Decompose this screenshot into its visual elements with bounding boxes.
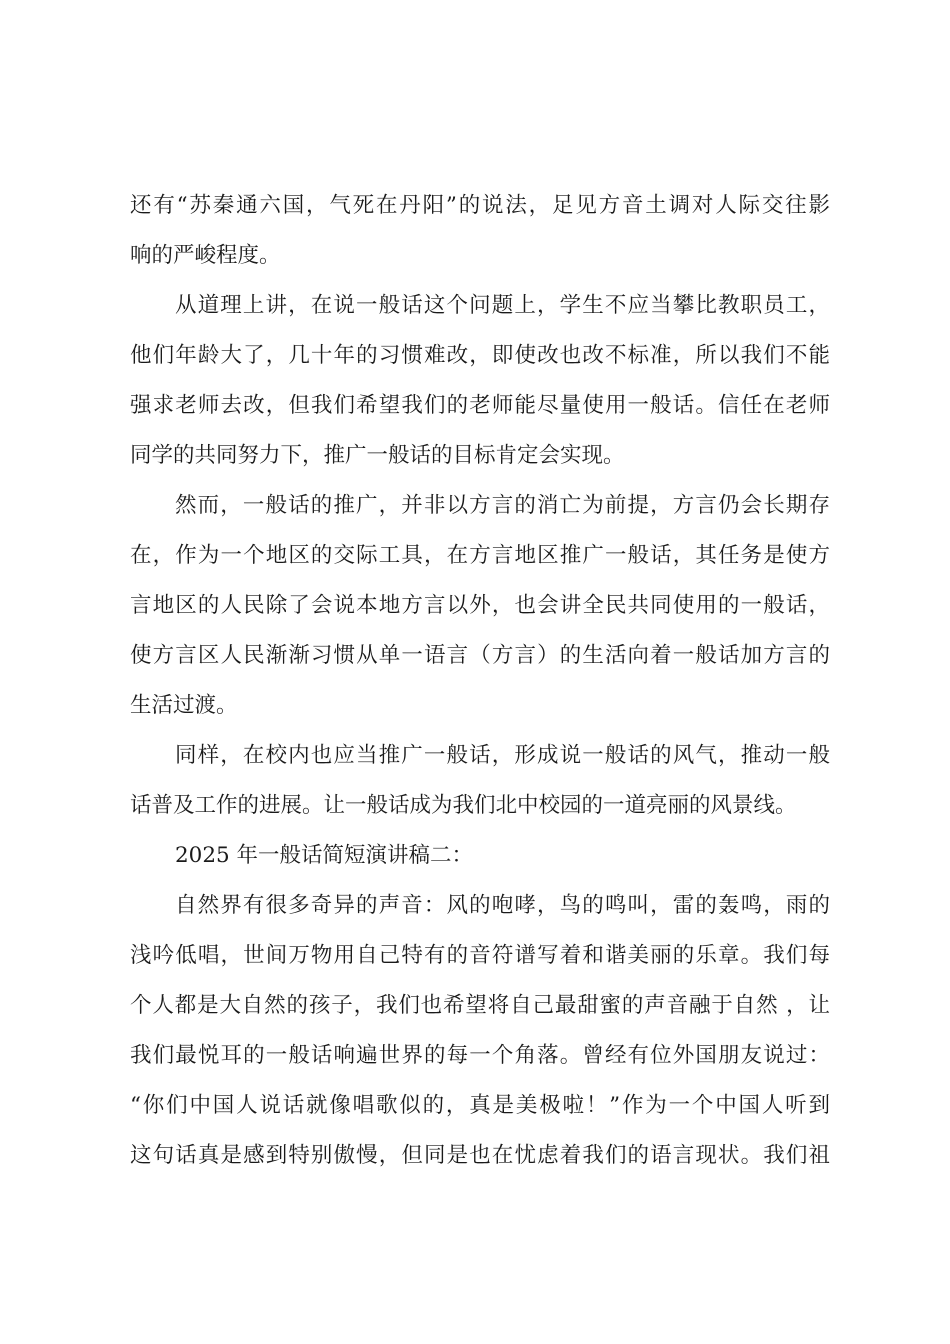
text-line: 生活过渡。 [130,693,238,718]
text-line: 言地区的人民除了会说本地方言以外，也会讲全民共同使用的一般话， [130,593,830,618]
text-line: 自然界有很多奇异的声音：风的咆哮，鸟的鸣叫，雷的轰鸣，雨的 [175,893,830,918]
section-heading: 2025 年一般话简短演讲稿二： [175,843,474,868]
text-line: 响的严峻程度。 [130,243,281,268]
text-line: 强求老师去改，但我们希望我们的老师能尽量使用一般话。信任在老师 [130,393,830,418]
text-line: 浅吟低唱，世间万物用自己特有的音符谱写着和谐美丽的乐章。我们每 [130,943,830,968]
text-line: 在，作为一个地区的交际工具，在方言地区推广一般话，其任务是使方 [130,543,830,568]
text-line: 这句话真是感到特别傲慢，但同是也在忧虑着我们的语言现状。我们祖 [130,1143,830,1168]
text-line: 使方言区人民渐渐习惯从单一语言（方言）的生活向着一般话加方言的 [130,643,830,668]
text-line: 还有“苏秦通六国，气死在丹阳”的说法，足见方音土调对人际交往影 [130,193,830,218]
text-line: “你们中国人说话就像唱歌似的，真是美极啦！”作为一个中国人听到 [130,1093,830,1118]
text-line: 我们最悦耳的一般话响遍世界的每一个角落。曾经有位外国朋友说过： [130,1043,830,1068]
text-line: 然而，一般话的推广，并非以方言的消亡为前提，方言仍会长期存 [175,493,830,518]
text-line: 他们年龄大了，几十年的习惯难改，即使改也改不标准，所以我们不能 [130,343,830,368]
text-line: 话普及工作的进展。让一般话成为我们北中校园的一道亮丽的风景线。 [130,793,797,818]
text-line: 同学的共同努力下，推广一般话的目标肯定会实现。 [130,443,625,468]
text-line: 从道理上讲，在说一般话这个问题上，学生不应当攀比教职员工， [175,293,830,318]
text-line: 同样，在校内也应当推广一般话，形成说一般话的风气，推动一般 [175,743,830,768]
text-line: 个人都是大自然的孩子，我们也希望将自己最甜蜜的声音融于自然 ，让 [130,993,830,1018]
